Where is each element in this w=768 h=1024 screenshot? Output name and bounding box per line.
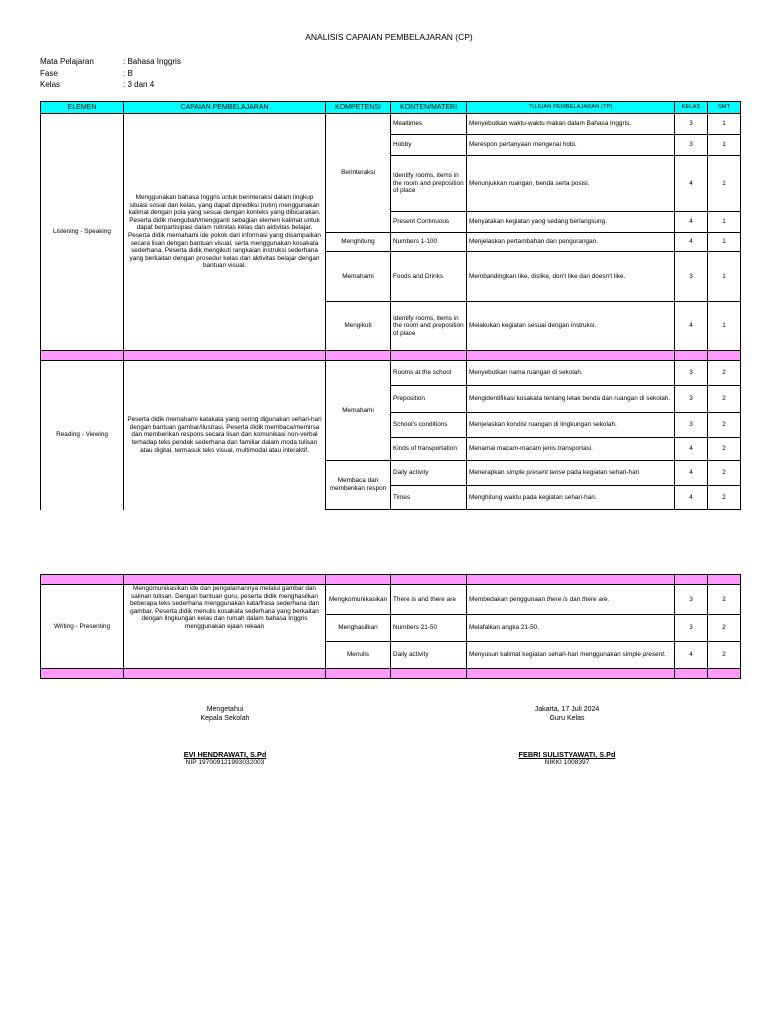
kelas-cell: 3 — [675, 386, 708, 413]
sig-name: FEBRI SULISTYAWATI, S.Pd — [518, 750, 616, 759]
kompetensi-cell: Membaca dan memberikan respon — [326, 461, 391, 510]
smt-cell: 1 — [708, 212, 741, 233]
header-kompetensi: KOMPETENSI — [326, 102, 391, 114]
konten-cell: School's conditions — [391, 413, 467, 438]
sig-line1: Mengetahui — [206, 706, 244, 713]
konten-cell: Hobby — [391, 135, 467, 156]
meta-value: : B — [123, 68, 133, 78]
tujuan-emphasis: simple present tense — [506, 469, 566, 477]
tujuan-cell — [467, 461, 675, 486]
header-konten: KONTEN/MATERI — [391, 102, 467, 114]
kelas-cell: 4 — [675, 233, 708, 252]
sig-line2: Kepala Sekolah — [200, 715, 250, 722]
table-row — [41, 585, 741, 615]
konten-cell: Kinds of transportation — [391, 438, 467, 461]
tujuan-cell: Melakukan kegiatan sesuai dengan instruksi. — [467, 302, 675, 351]
konten-cell: Present Continuous — [391, 212, 467, 233]
smt-cell: 2 — [708, 361, 741, 386]
meta-row-subject — [40, 56, 181, 68]
tujuan-text: Menerapkan — [469, 469, 507, 477]
header-capaian: CAPAIAN PEMBELAJARAN — [124, 102, 326, 114]
tujuan-text: Membedakan penggunaan — [469, 595, 547, 603]
sig-nip: NIP 197009121993032003 — [185, 759, 265, 766]
kelas-cell: 3 — [675, 252, 708, 302]
meta-row-phase — [40, 68, 181, 80]
sig-line2: Guru Kelas — [549, 715, 585, 722]
kelas-cell: 4 — [675, 461, 708, 486]
kelas-cell: 3 — [675, 413, 708, 438]
kompetensi-cell: Mengikuti — [326, 302, 391, 351]
tujuan-emphasis: there are. — [582, 595, 610, 603]
kompetensi-cell: Menghitung — [326, 233, 391, 252]
tujuan-cell: Menjelaskan kondisi ruangan di lingkungan sekolah. — [467, 413, 675, 438]
konten-cell: Identify rooms, items in the room and preposition of place — [391, 156, 467, 212]
tujuan-cell: Menjelaskan pertambahan dan pengurangan. — [467, 233, 675, 252]
smt-cell: 2 — [708, 461, 741, 486]
konten-cell: Rooms at the school — [391, 361, 467, 386]
konten-cell: Numbers 1-100 — [391, 233, 467, 252]
document-title: ANALISIS CAPAIAN PEMBELAJARAN (CP) — [305, 32, 473, 42]
smt-cell: 2 — [708, 615, 741, 642]
kelas-cell: 4 — [675, 212, 708, 233]
smt-cell: 2 — [708, 642, 741, 669]
tujuan-cell: Menghitung waktu pada kegiatan sehari-hari. — [467, 486, 675, 510]
kelas-cell: 4 — [675, 302, 708, 351]
sig-nip: NIKKI 1008397 — [544, 759, 590, 766]
kompetensi-cell: Menghasilkan — [326, 615, 391, 642]
header-row — [41, 102, 741, 114]
tujuan-cell: Membandingkan like, dislike, don't like dan doesn't like. — [467, 252, 675, 302]
konten-cell: Identify rooms, items in the room and preposition of place — [391, 302, 467, 351]
meta-row-class — [40, 79, 181, 91]
konten-cell: Preposition — [391, 386, 467, 413]
capaian-cell: Menggunakan bahasa Inggris untuk berinteraksi dalam lingkup situasi sosial dan kelas, yang dapat diprediksi (rutin) menggunakan kalimat dengan pola yang sesuai dengan konteks yang dibicarakan. Peserta didik mengubah/mengganti sebagian elemen kalimat untuk dapat berpartisipasi dalam rutinitas kelas dan aktivitas belajar. Peserta didik memahami ide pokok dari informasi yang disampaikan secara lisan dengan bantuan visual, serta menggunakan kosakata sederhana. Peserta didik mengikuti rangkaian instruksi sederhana yang berkaitan dengan prosedur kelas dan aktivitas belajar dengan bantuan visual. — [124, 114, 326, 351]
kelas-cell: 3 — [675, 585, 708, 615]
tujuan-emphasis: present. — [642, 651, 666, 659]
table-row — [41, 114, 741, 135]
meta-value: : Bahasa Inggris — [123, 57, 181, 66]
tujuan-text: dan — [567, 595, 583, 603]
meta-key: Kelas — [40, 80, 61, 89]
konten-cell: Daily activity — [391, 461, 467, 486]
signature-teacher — [482, 706, 652, 766]
separator-row — [41, 575, 741, 585]
kompetensi-cell: Mengkomunikasikan — [326, 585, 391, 615]
smt-cell: 1 — [708, 252, 741, 302]
smt-cell: 1 — [708, 156, 741, 212]
tujuan-emphasis: there is — [546, 595, 568, 603]
elemen-cell: Reading - Viewing — [41, 361, 124, 510]
konten-cell: Daily activity — [391, 642, 467, 669]
capaian-cell: Peserta didik memahami katakata yang sering digunakan sehari-hari dengan bantuan gambar/ilustrasi. Peserta didik membaca/memirsa dan memberikan respons secara lisan dan komunikasi non-verbal terhadap teks pendek sederhana dan familiar dalam moda tulisan atau digital, termasuk teks visual, multimodal atau interaktif. — [124, 361, 326, 510]
kelas-cell: 4 — [675, 156, 708, 212]
elemen-cell: Listening - Speaking — [41, 114, 124, 351]
separator-row — [41, 351, 741, 361]
meta-key: Fase — [40, 68, 58, 78]
tujuan-cell: Menyebutkan waktu-waktu makan dalam Bahasa Inggris. — [467, 114, 675, 135]
kelas-cell: 4 — [675, 642, 708, 669]
cp-table-writing — [40, 574, 741, 679]
konten-cell: Mealtimes — [391, 114, 467, 135]
kompetensi-cell: Memahami — [326, 252, 391, 302]
konten-cell: Numbers 21-50 — [391, 615, 467, 642]
tujuan-cell: Menyebutkan nama ruangan di sekolah. — [467, 361, 675, 386]
smt-cell: 2 — [708, 438, 741, 461]
konten-cell: Times — [391, 486, 467, 510]
smt-cell: 2 — [708, 413, 741, 438]
smt-cell: 2 — [708, 386, 741, 413]
header-smt: SMT — [708, 102, 741, 114]
tujuan-cell: Melafalkan angka 21-50. — [467, 615, 675, 642]
tujuan-cell: Menunjukkan ruangan, benda serta posisi. — [467, 156, 675, 212]
elemen-cell: Writing - Presenting — [41, 585, 124, 669]
tujuan-text: Menyusun kalimat kegiatan sehari-hari menggunakan simple — [469, 651, 643, 659]
tujuan-cell: Menamai macam-macam jenis transportasi. — [467, 438, 675, 461]
meta-value: : 3 dan 4 — [123, 80, 155, 89]
sig-line1: Jakarta, 17 Juli 2024 — [534, 706, 600, 713]
meta-key: Mata Pelajaran — [40, 57, 94, 66]
smt-cell: 2 — [708, 585, 741, 615]
kelas-cell: 3 — [675, 615, 708, 642]
kelas-cell: 4 — [675, 486, 708, 510]
smt-cell: 2 — [708, 486, 741, 510]
konten-cell: Foods and Drinks — [391, 252, 467, 302]
tujuan-cell — [467, 642, 675, 669]
tujuan-text: pada kegiatan sehari-hari — [565, 469, 640, 477]
separator-row — [41, 669, 741, 679]
tujuan-cell: Menyatakan kegiatan yang sedang berlangsung. — [467, 212, 675, 233]
header-elemen: ELEMEN — [41, 102, 124, 114]
kelas-cell: 3 — [675, 135, 708, 156]
sig-name: EVI HENDRAWATI, S.Pd — [183, 750, 267, 759]
tujuan-cell: Merespon pertanyaan mengenai hobi. — [467, 135, 675, 156]
kompetensi-cell: Berinteraksi — [326, 114, 391, 233]
kompetensi-cell: Menulis — [326, 642, 391, 669]
tujuan-cell: Mengidentifikasi kosakata tentang letak benda dan ruangan di sekolah. — [467, 386, 675, 413]
smt-cell: 1 — [708, 233, 741, 252]
konten-cell: There is and there are — [391, 585, 467, 615]
kelas-cell: 3 — [675, 114, 708, 135]
smt-cell: 1 — [708, 135, 741, 156]
smt-cell: 1 — [708, 114, 741, 135]
signature-principal — [140, 706, 310, 766]
kelas-cell: 3 — [675, 361, 708, 386]
capaian-cell: Mengomunikasikan ide dan pengalamannya melalui gambar dan salinan tulisan. Dengan bantuan guru, peserta didik menghasilkan beberapa teks sederhana menggunakan kata/frasa sederhana dan gambar. Peserta didik menulis kosakata sederhana yang berkaitan dengan lingkungan kelas dan rumah dalam bahasa Inggris menggunakan ejaan rekaan — [124, 585, 326, 669]
kompetensi-cell: Memahami — [326, 361, 391, 461]
header-tujuan: TUJUAN PEMBELAJARAN (TP) — [467, 102, 675, 114]
header-kelas: KELAS — [675, 102, 708, 114]
tujuan-cell — [467, 585, 675, 615]
smt-cell: 1 — [708, 302, 741, 351]
kelas-cell: 4 — [675, 438, 708, 461]
cp-table-main — [40, 101, 741, 510]
subject-info — [40, 56, 181, 91]
table-row — [41, 361, 741, 386]
